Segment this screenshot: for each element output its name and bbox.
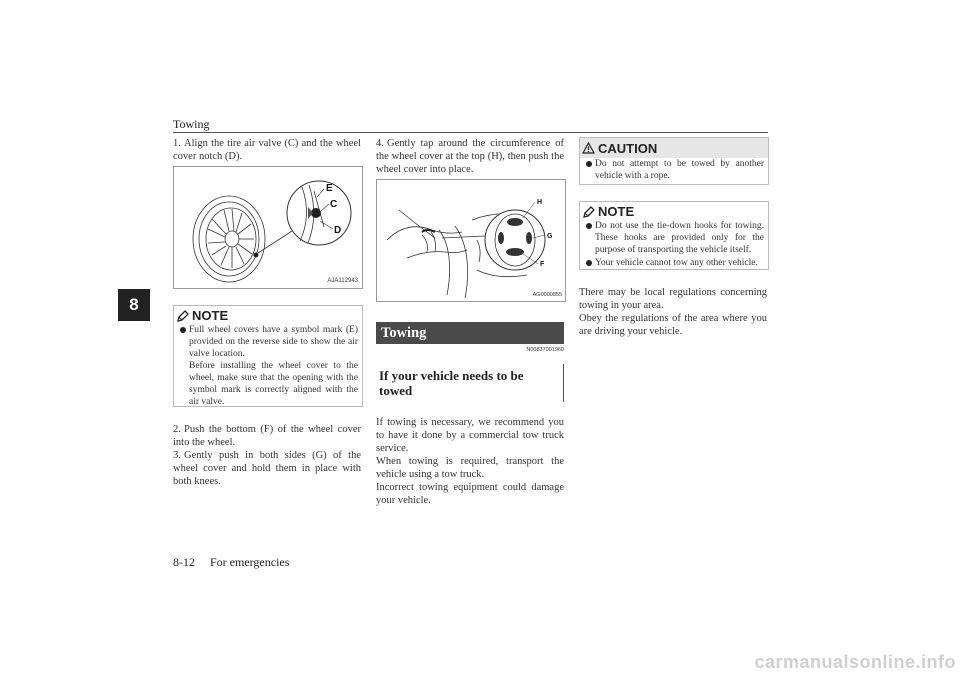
- step-1-number: 1.: [173, 138, 181, 149]
- wheel-cover-install-illustration: [377, 180, 565, 301]
- pencil-icon: [177, 310, 189, 322]
- footer-page-number: 8-12: [173, 555, 195, 569]
- note-1-bullet-text: Full wheel covers have a symbol mark (E) provided on the reverse side to show the air valve location.: [189, 325, 358, 359]
- step-1: [173, 137, 361, 163]
- step-3-number: 3.: [173, 450, 181, 461]
- warning-triangle-icon: [582, 142, 595, 154]
- label-f: F: [540, 261, 545, 268]
- wheel-cover-figure: [173, 166, 363, 289]
- caution-content: [584, 158, 764, 183]
- subheading: If your vehicle needs to be towed: [379, 368, 524, 398]
- towing-body: [376, 416, 564, 507]
- note-2-content: [584, 220, 764, 270]
- note-title-2: NOTE: [598, 204, 635, 219]
- step-4-text: Gently tap around the circumference of the wheel cover at the top (H), then push the wheel cover into place.: [376, 138, 564, 175]
- step-3: [173, 449, 361, 488]
- footer-section: For emergencies: [210, 555, 290, 569]
- label-e: E: [326, 183, 333, 194]
- step-4: [376, 137, 564, 176]
- caution-header: [580, 138, 768, 158]
- header-rule: [173, 132, 768, 133]
- pencil-icon: [583, 206, 595, 218]
- chapter-tab[interactable]: 8: [118, 289, 150, 321]
- towing-para-1: If towing is necessary, we recommend you to have it done by a commercial tow truck service.: [376, 417, 564, 454]
- label-d: D: [334, 225, 342, 236]
- note-2-bullet-1: Do not use the tie-down hooks for towing. These hooks are provided only for the purpose of transporting the vehicle itself.: [584, 220, 764, 256]
- note-1-bullet: [178, 324, 358, 408]
- step-3-text: Gently push in both sides (G) of the wheel cover and hold them in place with both knees.: [173, 450, 361, 487]
- step-2: [173, 423, 361, 449]
- page-header-title: Towing: [173, 117, 210, 131]
- step-1-text: Align the tire air valve (C) and the wheel cover notch (D).: [173, 138, 361, 162]
- label-c: C: [330, 199, 338, 210]
- towing-para-2: When towing is required, transport the vehicle using a tow truck.: [376, 456, 564, 480]
- watermark: carmanualsonline.info: [754, 652, 956, 672]
- caution-box: [579, 137, 769, 185]
- figure-2-code: AG0000855: [532, 292, 562, 298]
- regulations-para-1: There may be local regulations concerning towing in your area.: [579, 287, 767, 311]
- caution-title: CAUTION: [598, 140, 658, 156]
- note-1-extra: Before installing the wheel cover to the wheel, make sure that the opening with the symbol mark is correctly aligned with the air valve.: [189, 361, 358, 407]
- wheel-cover-install-figure: [376, 179, 566, 302]
- caution-bullet: Do not attempt to be towed by another vehicle with a rope.: [584, 158, 764, 182]
- step-2-text: Push the bottom (F) of the wheel cover into the wheel.: [173, 424, 361, 448]
- section-ref-code: N00837001960: [526, 347, 564, 353]
- note-title-1: NOTE: [192, 308, 229, 323]
- note-header-2: [583, 204, 634, 219]
- regulations-body: [579, 286, 767, 338]
- note-1-content: [178, 324, 358, 409]
- note-box-2: [579, 201, 769, 270]
- regulations-para-2: Obey the regulations of the area where you are driving your vehicle.: [579, 313, 767, 337]
- note-header-1: [177, 308, 228, 323]
- figure-1-code: AJA112943: [327, 278, 358, 284]
- wheel-cover-illustration: [174, 167, 362, 288]
- label-g: G: [547, 233, 553, 240]
- step-2-number: 2.: [173, 424, 181, 435]
- towing-para-3: Incorrect towing equipment could damage your vehicle.: [376, 482, 564, 506]
- note-2-bullet-2: Your vehicle cannot tow any other vehicle.: [584, 257, 764, 269]
- label-h: H: [537, 199, 543, 206]
- note-box-1: [173, 305, 363, 407]
- step-4-number: 4.: [376, 138, 384, 149]
- subheading-box: [376, 364, 564, 402]
- section-title-bar: Towing: [376, 322, 564, 344]
